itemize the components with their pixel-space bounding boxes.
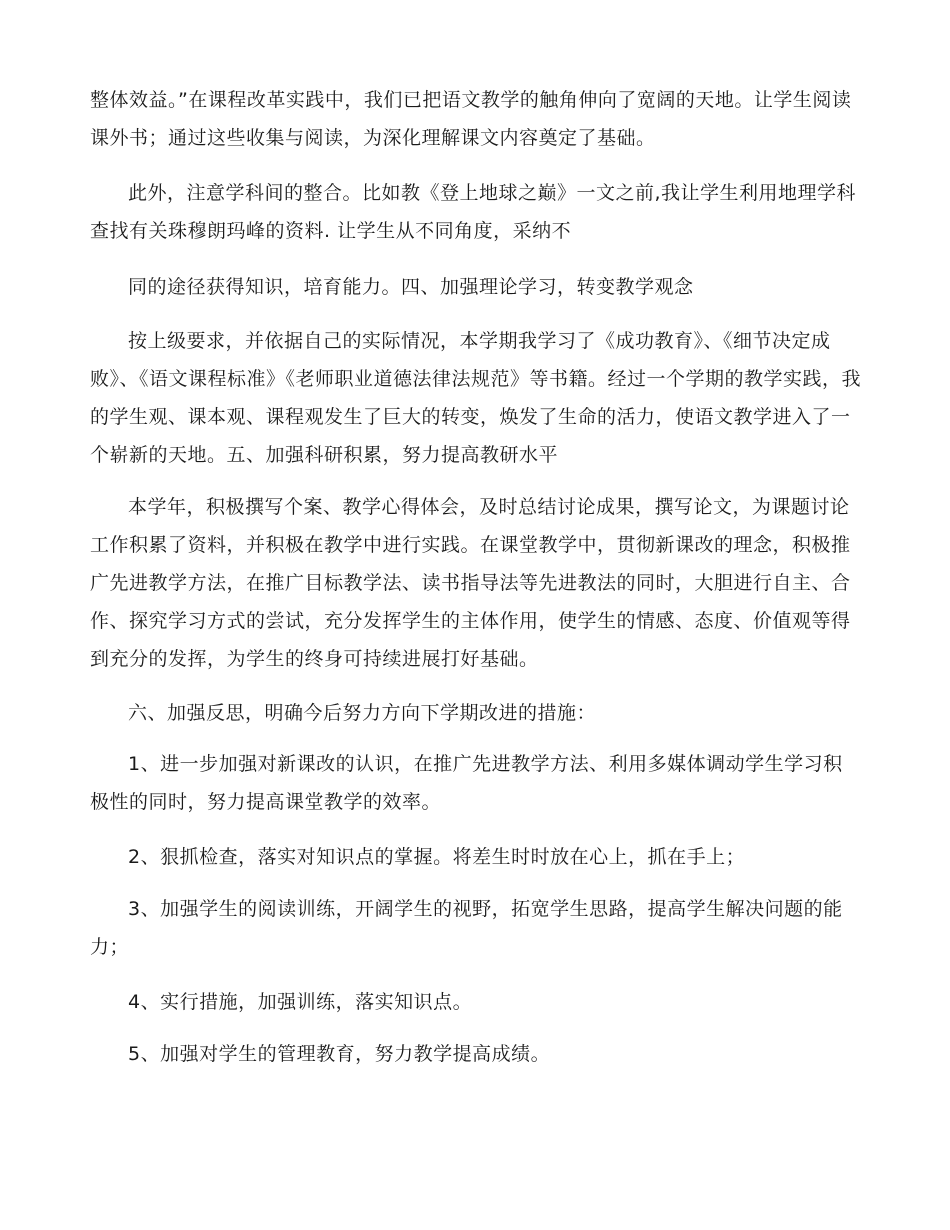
paragraph-5: 本学年，积极撰写个案、教学心得体会，及时总结讨论成果，撰写论文，为课题讨论工作积累了资料，并积极在教学中进行实践。在课堂教学中，贯彻新课改的理念，积极推广先进教学方法，在推广目标教学法、读书指导法等先进教法的同时，大胆进行自主、合作、探究学习方式的尝试，充分发挥学生的主体作用，使学生的情感、态度、价值观等得到充分的发挥，为学生的终身可持续进展打好基础。 xyxy=(90,496,851,670)
paragraph-4: 按上级要求，并依据自己的实际情况，本学期我学习了《成功教育》、《细节决定成败》、《语文课程标准》《老师职业道德法律法规范》等书籍。经过一个学期的教学实践，我的学生观、课本观、课程观发生了巨大的转变，焕发了生命的活力，使语文教学进入了一个崭新的天地。五、加强科研积累，努力提高教研水平 xyxy=(90,330,862,466)
paragraph-7: 1、进一步加强对新课改的认识，在推广先进教学方法、利用多媒体调动学生学习积极性的同时，努力提高课堂教学的效率。 xyxy=(90,753,843,813)
paragraph-8: 2、狠抓检查，落实对知识点的掌握。将差生时时放在心上，抓在手上； xyxy=(128,846,746,868)
paragraph-1: 整体效益。”在课程改革实践中，我们已把语文教学的触角伸向了宽阔的天地。让学生阅读课外书；通过这些收集与阅读，为深化理解课文内容奠定了基础。 xyxy=(90,89,852,149)
paragraph-9: 3、加强学生的阅读训练，开阔学生的视野，拓宽学生思路，提高学生解决问题的能力； xyxy=(90,898,843,958)
paragraph-2: 此外，注意学科间的整合。比如教《登上地球之巅》一文之前,我让学生利用地理学科查找有关珠穆朗玛峰的资料. 让学生从不同角度，采纳不 xyxy=(90,182,857,242)
paragraph-11: 5、加强对学生的管理教育，努力教学提高成绩。 xyxy=(128,1043,551,1065)
paragraph-6: 六、加强反思，明确今后努力方向下学期改进的措施： xyxy=(128,702,597,724)
paragraph-3: 同的途径获得知识，培育能力。四、加强理论学习，转变教学观念 xyxy=(128,276,694,298)
paragraph-10: 4、实行措施，加强训练，落实知识点。 xyxy=(128,991,473,1013)
